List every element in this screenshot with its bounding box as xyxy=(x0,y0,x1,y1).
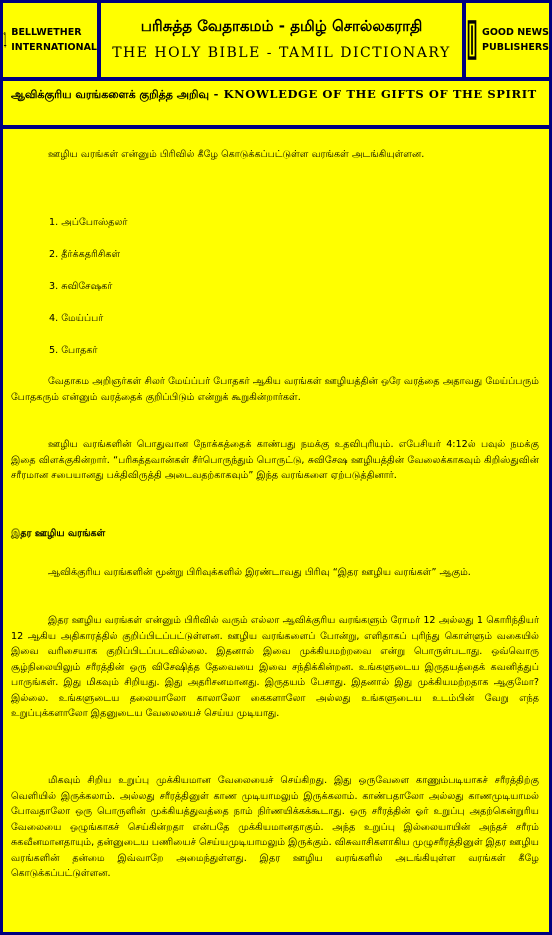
good-news-logo xyxy=(466,3,549,77)
list-item: 1. அப்போஸ்தலர் xyxy=(49,217,128,228)
logo-right-line2: PUBLISHERS xyxy=(482,42,549,53)
list-item: 2. தீர்க்கதரிசிகள் xyxy=(49,249,121,260)
title-english: THE HOLY BIBLE - TAMIL DICTIONARY xyxy=(112,45,451,61)
section-heading-box xyxy=(3,81,549,125)
logo-left-line1: BELLWETHER xyxy=(11,27,82,38)
shepherd-staff-icon xyxy=(3,13,7,67)
list-item: 3. சுவிசேஷகர் xyxy=(49,281,113,292)
section-title-english: - KNOWLEDGE OF THE GIFTS OF THE SPIRIT xyxy=(208,87,537,101)
paragraph-1: வேதாகம அறிஞர்கள் சிலர் மேய்ப்பர் போதகர் ஆகிய வரங்கள் ஊழியத்தின் ஒரே வரத்தை அதாவது மேய்ப்பரும் போதகரும் என்னும் வரத்தைக் குறிப்பிடும் என்றுக் கூறுகின்றார்கள். xyxy=(11,376,539,403)
logo-left-line2: INTERNATIONAL xyxy=(11,42,97,53)
list-item: 5. போதகர் xyxy=(49,345,98,356)
content-panel xyxy=(3,129,549,932)
header xyxy=(101,3,462,77)
list-item: 4. மேய்ப்பர் xyxy=(49,313,104,324)
logo-right-line1: GOOD NEWS xyxy=(482,27,549,38)
title-tamil: பரிசுத்த வேதாகமம் - தமிழ் சொல்லகராதி xyxy=(140,17,423,35)
paragraph-5: மிகவும் சிறிய உறுப்பு முக்கியமான வேலையைச் செய்கிறது. இது ஒருவேளை காணும்படியாகச் சரீரத்திற்கு வெளியில் இருக்கலாம். அல்லது சரீரத்தினுள் காண முடியாமலும் இருக்கலாம். காண்பதாலோ அல்லது காணமுடியாமல் போவதாலோ ஒரு பொருளின் முக்கியத்துவத்தை நாம் நிர்ணயிக்கக்கூடாது. ஒரு சரீரத்தின் ஓர் உறுப்பு அதற்கென்றுரிய வேலையை ஒழுங்காகச் செய்கின்றதா என்பதே முக்கியமானதாகும். அந்த உறுப்பு இல்லையாயின் அந்தச் சரீரம் சுகவீனமானதாயும், தன்னுடைய பணியைச் செய்யமுடியாமலும் இருக்கும். விசுவாசிகளாகிய முழுசரீரத்தினுள் இதர ஊழிய வரங்களின் தன்மை இவ்வாறே அமைந்துள்ளது. இதர ஊழிய வரங்களில் அடங்கியுள்ள வரங்கள் கீழே கொடுக்கப்பட்டுள்ளன. xyxy=(11,775,539,879)
intro-paragraph: ஊழிய வரங்கள் என்னும் பிரிவில் கீழே கொடுக்கப்பட்டுள்ள வரங்கள் அடங்கியுள்ளன. xyxy=(48,149,425,160)
paragraph-2: ஊழிய வரங்களின் பொதுவான நோக்கத்தைக் காண்பது நமக்கு உதவிபுரியும். எபேசியர் 4:12ல் பவுல் நமக்கு இதை விளக்குகின்றார். “பரிசுத்தவான்கள் சீர்பொருந்தும் பொருட்டு, சுவிசேஷ ஊழியத்தின் வேலைக்காகவும் கிறிஸ்துவின் சரீரமான சபையானது பக்திவிருத்தி அடைவதற்காகவும்” இந்த வரங்களை ஏற்படுத்தினார். xyxy=(11,439,539,481)
paragraph-3: ஆவிக்குரிய வரங்களின் மூன்று பிரிவுக்களில் இரண்டாவது பிரிவு “இதர ஊழிய வரங்கள்” ஆகும். xyxy=(48,567,471,578)
subheading: இதர ஊழிய வரங்கள் xyxy=(11,528,106,539)
section-title-tamil: ஆவிக்குரிய வரங்களைக் குறித்த அறிவு xyxy=(11,88,209,101)
section-heading xyxy=(3,81,549,108)
bellwether-logo xyxy=(3,3,97,77)
paragraph-4: இதர ஊழிய வரங்கள் என்னும் பிரிவில் வரும் எல்லா ஆவிக்குரிய வரங்களும் ரோமர் 12 அல்லது 1 கொரிந்தியர் 12 ஆகிய அதிகாரத்தில் குறிப்பிடப்பட்டுள்ளன. ஊழிய வரங்களைப் போன்று, எளிதாகப் புரிந்து கொள்ளும் வகையில் இவை வரிசையாக குறிப்பிடப்படவில்லை. இதனால் இவை முக்கியமற்றவை என்று பொருள்படாது. ஒவ்வொரு சூழ்நிலையிலும் சரீரத்தின் ஒரு விசேஷித்த தேவையை இவை சந்திக்கின்றன. உங்களுடைய இருதயத்தைக் கவனித்துப் பாருங்கள். இது மிகவும் சிறியது. இது அதரிசனமானது. இருதயம் பேசாது. இதனால் இது முக்கியமற்றதாக ஆகுமோ? இல்லை. உங்களுடைய தலையாலோ காலாலோ கைகளாலோ அல்லது உங்களுடைய உடம்பின் வேறு எந்த உறுப்புக்களாலோ இதனுடைய வேலையைச் செய்ய முடியாது. xyxy=(11,615,539,719)
book-icon xyxy=(466,13,478,67)
